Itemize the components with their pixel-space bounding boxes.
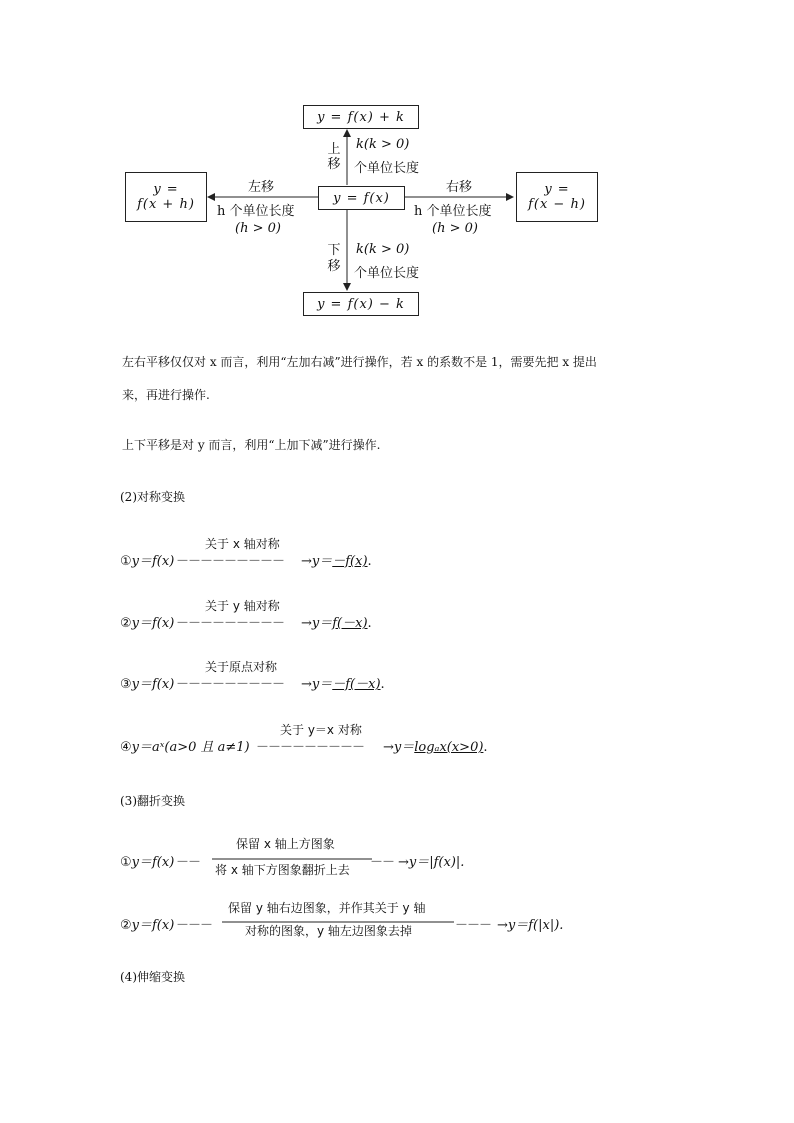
flip-2-condition-top: 保留 y 轴右边图象，并作其关于 y 轴 xyxy=(228,901,426,915)
left-unit: h 个单位长度 xyxy=(217,204,295,219)
symmetry-4-arrow: －－－－－－－－－ xyxy=(256,740,365,755)
right-unit: h 个单位长度 xyxy=(414,204,492,219)
symmetry-3: ③y＝f(x) xyxy=(120,677,175,692)
section-4-heading: (4)伸缩变换 xyxy=(120,970,185,984)
right-box: y = f(x − h) xyxy=(516,172,598,222)
bottom-box: y = f(x) − k xyxy=(303,292,419,316)
down-char-2: 移 xyxy=(327,259,341,274)
paragraph-1-line-1: 左右平移仅仅对 x 而言，利用“左加右减”进行操作，若 x 的系数不是 1，需要先把 x 提出 xyxy=(122,355,597,369)
center-box: y = f(x) xyxy=(318,186,405,210)
symmetry-4-result: →y＝logₐx(x>0). xyxy=(383,740,488,755)
flip-1-condition-bottom: 将 x 轴下方图象翻折上去 xyxy=(215,863,350,877)
right-condition: (h > 0) xyxy=(432,221,478,236)
paragraph-2: 上下平移是对 y 而言，利用“上加下减”进行操作. xyxy=(122,438,381,452)
symmetry-2-result: →y＝f(－x). xyxy=(301,616,372,631)
symmetry-3-result: →y＝－f(－x). xyxy=(301,677,385,692)
up-condition: k(k > 0) xyxy=(356,137,410,152)
symmetry-1-arrow: －－－－－－－－－ xyxy=(176,554,285,569)
flip-2-condition-bottom: 对称的图象，y 轴左边图象去掉 xyxy=(245,924,412,938)
down-unit: 个单位长度 xyxy=(354,266,420,281)
flip-1-result: →y＝|f(x)|. xyxy=(398,855,465,870)
up-char-1: 上 xyxy=(327,142,341,157)
left-label: 左移 xyxy=(248,180,275,195)
symmetry-1-condition: 关于 x 轴对称 xyxy=(205,537,280,551)
left-box: y = f(x + h) xyxy=(125,172,207,222)
symmetry-1-result: →y＝－f(x). xyxy=(301,554,372,569)
flip-1-fraction-bar xyxy=(212,858,372,860)
down-condition: k(k > 0) xyxy=(356,242,410,257)
flip-2: ②y＝f(x) xyxy=(120,918,175,933)
symmetry-3-arrow: －－－－－－－－－ xyxy=(176,677,285,692)
symmetry-2-arrow: －－－－－－－－－ xyxy=(176,616,285,631)
down-char-1: 下 xyxy=(327,243,341,258)
flip-2-result: →y＝f(|x|). xyxy=(497,918,564,933)
symmetry-4-condition: 关于 y＝x 对称 xyxy=(280,723,362,737)
flip-1-arrow-tail: －－ xyxy=(370,855,395,870)
section-2-heading: (2)对称变换 xyxy=(120,490,185,504)
section-3-heading: (3)翻折变换 xyxy=(120,794,185,808)
flip-1-arrow: －－ xyxy=(176,855,201,870)
top-box: y = f(x) + k xyxy=(303,105,419,129)
flip-2-arrow: －－－ xyxy=(176,918,213,933)
paragraph-1-line-2: 来，再进行操作. xyxy=(122,388,210,402)
left-condition: (h > 0) xyxy=(235,221,281,236)
symmetry-2-condition: 关于 y 轴对称 xyxy=(205,599,280,613)
flip-1: ①y＝f(x) xyxy=(120,855,175,870)
up-unit: 个单位长度 xyxy=(354,161,420,176)
flip-2-arrow-tail: －－－ xyxy=(455,918,492,933)
up-char-2: 移 xyxy=(327,157,341,172)
flip-1-condition-top: 保留 x 轴上方图象 xyxy=(236,837,335,851)
symmetry-2: ②y＝f(x) xyxy=(120,616,175,631)
symmetry-1: ①y＝f(x) xyxy=(120,554,175,569)
symmetry-3-condition: 关于原点对称 xyxy=(205,660,278,674)
right-label: 右移 xyxy=(446,180,473,195)
symmetry-4: ④y＝aˣ(a>0 且 a≠1) xyxy=(120,740,250,755)
